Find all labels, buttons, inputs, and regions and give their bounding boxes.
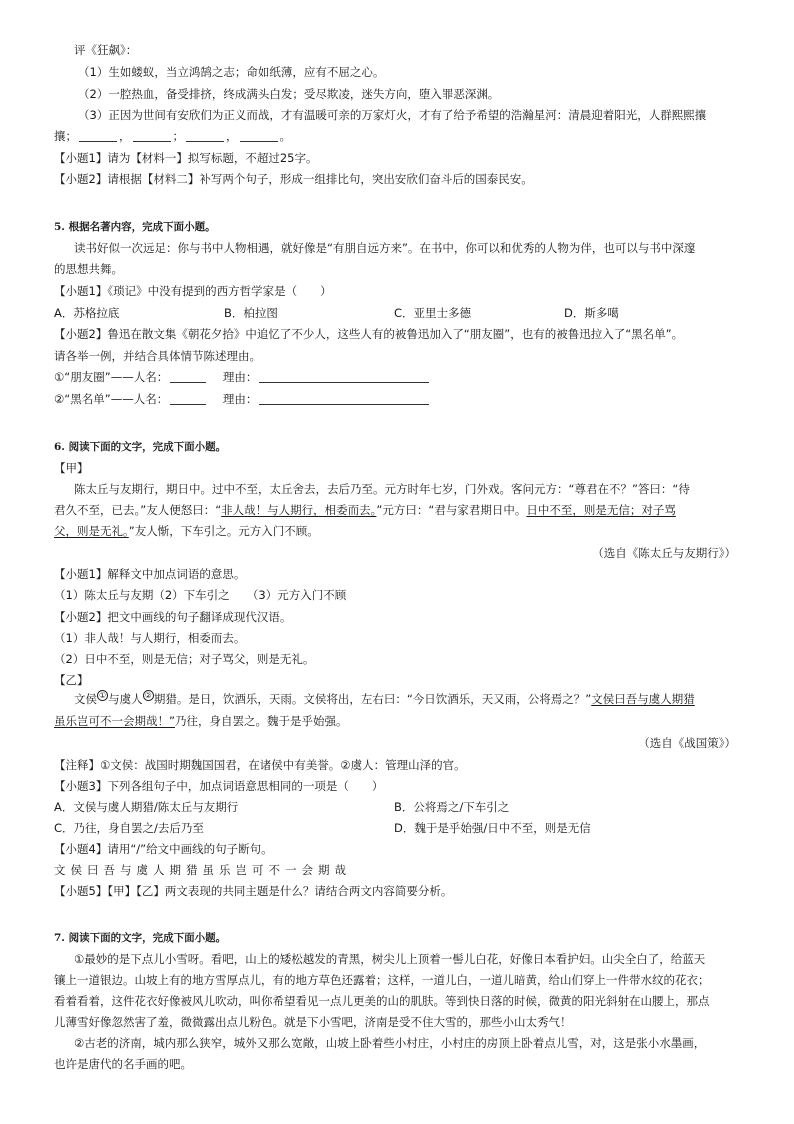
option-a[interactable]: A．文侯与虞人期猎/陈太丘与友期行 [54, 800, 239, 814]
note-marker: ② [144, 691, 152, 701]
sub-question: 请各举一例，并结合具体情节陈述理由。 [54, 349, 261, 363]
options-row [54, 305, 619, 321]
question-7-title: 7. 阅读下面的文字，完成下面小题。 [54, 932, 227, 944]
options-row [54, 799, 509, 815]
translate-item: （1）非人哉！与人期行，相委而去。 [54, 631, 246, 645]
fill-row: ①“朋友圈”——人名： 理由： [54, 369, 431, 385]
sub-question: 【小题1】请为【材料一】拟写标题，不超过25字。 [54, 151, 318, 165]
note-marker: ① [99, 691, 107, 701]
sub-question: 【小题2】请根据【材料二】补写两个句子，形成一组排比句，突出安欣们奋斗后的国泰民安。 [54, 172, 533, 186]
sub-question: 【小题1】《琐记》中没有提到的西方哲学家是（ ） [54, 284, 332, 298]
sub-question: 【小题3】下列各组句子中，加点词语意思相同的一项是（ ） [54, 779, 384, 793]
answer-blank[interactable] [186, 130, 224, 142]
paragraph: 读书好似一次远足：你与书中人物相遇，就好像是“有朋自远方来”。在书中，你可以和优秀的人物为伴，也可以与书中深邃 [74, 241, 696, 255]
answer-blank[interactable] [240, 130, 278, 142]
passage-line: 父，则是无礼。”友人惭，下车引之。元方入门不顾。 [54, 524, 319, 538]
options-row [54, 820, 591, 836]
option-d[interactable]: D．魏于是乎始强/日中不至，则是无信 [394, 821, 591, 835]
fill-row: ②“黑名单”——人名： 理由： [54, 391, 431, 407]
passage-line: 君久不至，已去。”友人便怒曰：“非人哉！与人期行，相委而去。”元方曰：“君与家君期日中。日中不至，则是无信；对子骂 [54, 503, 676, 517]
translate-item: （2）日中不至，则是无信；对子骂父，则是无礼。 [54, 652, 315, 666]
source-citation: （选自《陈太丘与友期行》） [592, 546, 736, 560]
comment-line-4: 攘； ， ； ， 。 [54, 129, 291, 143]
reason-blank[interactable] [259, 371, 429, 383]
passage-line: 文侯 ① 与虞人 ② 期猎。是日，饮酒乐，天雨。文侯将出，左右曰：“今日饮酒乐，天又雨，公将焉之？”文侯曰吾与虞人期猎 [74, 691, 695, 706]
paragraph: 的思想共舞。 [54, 262, 123, 276]
name-blank[interactable] [170, 371, 206, 383]
passage-line: ②古老的济南，城内那么狭窄，城外又那么宽敞，山坡上卧着些小村庄，小村庄的房顶上卧着点儿雪，对，这是张小水墨画， [74, 1036, 706, 1050]
reason-blank[interactable] [259, 393, 429, 405]
sub-question: 【小题2】鲁迅在散文集《朝花夕拾》中追忆了不少人，这些人有的被鲁迅加入了“朋友圈”，也有的被鲁迅拉入了“黑名单”。 [54, 327, 684, 341]
answer-blank[interactable] [79, 130, 117, 142]
section-label: 【乙】 [54, 673, 89, 687]
sub-question: 【小题5】【甲】【乙】两文表现的共同主题是什么？请结合两文内容简要分析。 [54, 884, 453, 898]
passage-line: 镶上一道银边。山坡上有的地方雪厚点儿，有的地方草色还露着；这样，一道儿白，一道儿暗黄，给山们穿上一件带水纹的花衣； [54, 973, 710, 987]
option-c[interactable]: C．亚里士多德 [394, 306, 472, 320]
sub-question: 【小题1】解释文中加点词语的意思。 [54, 567, 246, 581]
comment-heading: 评《狂飙》： [74, 43, 138, 57]
comment-line-3: （3）正因为世间有安欣们为正义而战，才有温暖可亲的万家灯火，才有了给予希望的浩瀚星河：清晨迎着阳光，人群熙熙攘 [78, 108, 707, 122]
passage-line: ①最妙的是下点儿小雪呀。看吧，山上的矮松越发的青黑，树尖儿上顶着一髻儿白花，好像日本看护妇。山尖全白了，给蓝天 [74, 952, 706, 966]
comment-line-2: （2）一腔热血，备受排挤，终成满头白发；受尽欺凌，迷失方向，堕入罪恶深渊。 [78, 87, 500, 101]
name-blank[interactable] [170, 393, 206, 405]
passage-line: 儿薄雪好像忽然害了羞，微微露出点儿粉色。就是下小雪吧，济南是受不住大雪的，那些小山太秀气！ [54, 1015, 572, 1029]
option-a[interactable]: A．苏格拉底 [54, 306, 120, 320]
comment-line-1: （1）生如蝼蚁，当立鸿鹄之志；命如纸薄，应有不屈之心。 [78, 65, 385, 79]
source-citation: （选自《战国策》） [638, 736, 736, 750]
punctuation-text: 文侯曰吾与虞人期猎虽乐岂可不一会期哉 [54, 863, 351, 877]
sub-question: 【小题2】把文中画线的句子翻译成现代汉语。 [54, 610, 292, 624]
option-c[interactable]: C．乃往，身自罢之/去后乃至 [54, 821, 204, 835]
sub-question: 【小题4】请用“/”给文中画线的句子断句。 [54, 842, 273, 856]
annotation: 【注释】①文侯：战国时期魏国国君，在诸侯中有美誉。②虞人：管理山泽的官。 [54, 758, 466, 772]
sub-question-items: （1）陈太丘与友期（2）下车引之 （3）元方入门不顾 [54, 588, 347, 602]
question-5-title: 5. 根据名著内容，完成下面小题。 [54, 221, 216, 233]
passage-line: 陈太丘与友期行，期日中。过中不至，太丘舍去，去后乃至。元方时年七岁，门外戏。客问元方：“尊君在不？”答曰：“待 [74, 482, 690, 496]
option-d[interactable]: D．斯多噶 [564, 306, 619, 320]
passage-line: 也许是唐代的名手画的吧。 [54, 1057, 192, 1071]
option-b[interactable]: B．公将焉之/下车引之 [394, 800, 510, 814]
answer-blank[interactable] [133, 130, 171, 142]
option-b[interactable]: B．柏拉图 [224, 306, 278, 320]
section-label: 【甲】 [54, 461, 89, 475]
passage-line: 看着看着，这件花衣好像被风儿吹动，叫你希望看见一点儿更美的山的肌肤。等到快日落的时候，微黄的阳光斜射在山腰上，那点 [54, 994, 710, 1008]
passage-line: 虽乐岂可不一会期哉！”乃往，身自罢之。魏于是乎始强。 [54, 714, 348, 728]
question-6-title: 6. 阅读下面的文字，完成下面小题。 [54, 441, 227, 453]
